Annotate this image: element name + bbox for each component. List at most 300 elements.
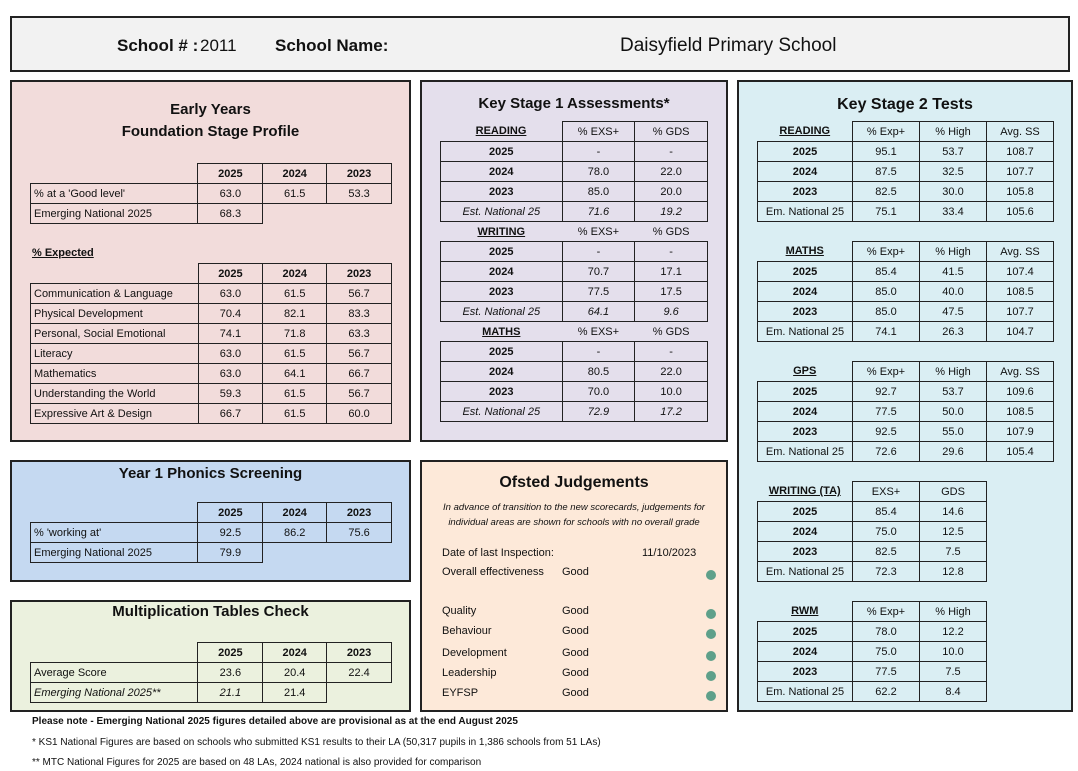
row-label: 2023 <box>441 382 563 402</box>
cell: 71.8 <box>263 324 327 344</box>
cell: 75.0 <box>853 522 920 542</box>
cell: 105.6 <box>987 202 1054 222</box>
cell: 33.4 <box>920 202 987 222</box>
section-name: READING <box>779 125 831 138</box>
table-row <box>441 282 708 302</box>
table-row <box>758 662 987 682</box>
table-row <box>758 442 1054 462</box>
footer-note-mtc: ** MTC National Figures for 2025 are based on 48 LAs, 2024 national is also provided for comparison <box>32 757 482 768</box>
column-header: Avg. SS <box>987 122 1054 142</box>
table-row <box>758 322 1054 342</box>
overall-effectiveness-value: Good <box>562 566 589 578</box>
cell: 20.0 <box>635 182 708 202</box>
ks2-section-table <box>757 361 1054 462</box>
column-header: % High <box>920 362 987 382</box>
row-label: 2024 <box>441 162 563 182</box>
cell: 72.9 <box>562 402 635 422</box>
cell: 12.8 <box>920 562 987 582</box>
table-row <box>758 382 1054 402</box>
cell: 26.3 <box>920 322 987 342</box>
table-row <box>758 522 987 542</box>
cell: 68.3 <box>198 204 263 224</box>
cell: 108.5 <box>987 282 1054 302</box>
row-label: 2023 <box>758 302 853 322</box>
school-number-label: School # : <box>117 36 199 55</box>
year-header: 2023 <box>327 643 392 663</box>
row-label: Em. National 25 <box>758 562 853 582</box>
table-row <box>758 182 1054 202</box>
table-row <box>758 202 1054 222</box>
table-row <box>758 562 987 582</box>
mtc-panel <box>10 600 411 712</box>
section-header-row <box>758 482 987 502</box>
cell: 107.7 <box>987 302 1054 322</box>
cell: 23.6 <box>198 663 263 683</box>
row-label: 2025 <box>758 262 853 282</box>
column-header: % Exp+ <box>853 242 920 262</box>
cell: 86.2 <box>263 523 327 543</box>
row-label: Physical Development <box>31 304 199 324</box>
table-row <box>441 402 708 422</box>
table-row <box>31 543 392 563</box>
cell: 62.2 <box>853 682 920 702</box>
inspection-date-row <box>442 547 716 565</box>
row-label: Emerging National 2025** <box>31 683 198 703</box>
ks2-section-table <box>757 121 1054 222</box>
section-name: WRITING <box>477 225 526 238</box>
row-label: Em. National 25 <box>758 322 853 342</box>
inspection-date: 11/10/2023 <box>642 547 697 559</box>
cell: - <box>635 142 708 162</box>
table-row <box>758 142 1054 162</box>
cell: 107.4 <box>987 262 1054 282</box>
cell: 40.0 <box>920 282 987 302</box>
footer-note-provisional: Please note - Emerging National 2025 figures detailed above are provisional as at the end August 2025 <box>32 716 518 727</box>
column-header: % GDS <box>635 322 708 342</box>
table-row <box>31 304 392 324</box>
section-name: MATHS <box>785 245 824 258</box>
column-header: % Exp+ <box>853 122 920 142</box>
cell: 22.0 <box>635 162 708 182</box>
cell: - <box>635 242 708 262</box>
cell: 85.4 <box>853 262 920 282</box>
table-row <box>758 542 987 562</box>
eyfs-panel <box>10 80 411 442</box>
cell: 61.5 <box>263 384 327 404</box>
column-header: % Exp+ <box>853 602 920 622</box>
good-status-icon <box>706 609 716 619</box>
cell: 63.0 <box>198 364 263 384</box>
table-row <box>31 364 392 384</box>
table-row <box>31 663 392 683</box>
area-label: EYFSP <box>442 687 479 699</box>
cell: 74.1 <box>853 322 920 342</box>
row-label: Em. National 25 <box>758 442 853 462</box>
cell: 75.6 <box>327 523 392 543</box>
row-label: 2024 <box>758 162 853 182</box>
cell: 80.5 <box>562 362 635 382</box>
table-row <box>758 282 1054 302</box>
column-header: Avg. SS <box>987 362 1054 382</box>
column-header: % EXS+ <box>562 222 635 242</box>
table-row <box>31 683 392 703</box>
school-name-label: School Name: <box>275 36 389 55</box>
cell: 108.5 <box>987 402 1054 422</box>
cell: 85.4 <box>853 502 920 522</box>
school-number: 2011 <box>200 36 237 55</box>
table-row <box>441 382 708 402</box>
table-row <box>31 324 392 344</box>
ofsted-title: Ofsted Judgements <box>499 474 649 491</box>
year-header: 2024 <box>263 164 327 184</box>
cell: - <box>562 242 635 262</box>
column-header: GDS <box>920 482 987 502</box>
table-row <box>441 142 708 162</box>
cell: 85.0 <box>853 302 920 322</box>
row-label: Average Score <box>31 663 198 683</box>
cell: 63.3 <box>327 324 392 344</box>
cell: 66.7 <box>198 404 263 424</box>
row-label: 2024 <box>758 642 853 662</box>
column-header: Avg. SS <box>987 242 1054 262</box>
eyfs-good-level-table <box>30 163 392 224</box>
cell: 61.5 <box>263 344 327 364</box>
section-name: WRITING (TA) <box>768 485 841 498</box>
cell: 8.4 <box>920 682 987 702</box>
row-label: 2024 <box>441 362 563 382</box>
table-row <box>441 302 708 322</box>
ks2-section-table <box>757 601 987 702</box>
row-label: 2025 <box>441 342 563 362</box>
row-label: Mathematics <box>31 364 199 384</box>
cell: 82.1 <box>263 304 327 324</box>
cell: 108.7 <box>987 142 1054 162</box>
cell: 78.0 <box>562 162 635 182</box>
cell: 82.5 <box>853 542 920 562</box>
ks2-section-table <box>757 481 987 582</box>
cell: 107.7 <box>987 162 1054 182</box>
cell: - <box>562 142 635 162</box>
table-row <box>758 422 1054 442</box>
overall-effectiveness-row <box>442 566 716 584</box>
phonics-title: Year 1 Phonics Screening <box>118 465 303 482</box>
cell: 72.6 <box>853 442 920 462</box>
phonics-panel <box>10 460 411 582</box>
row-label: 2025 <box>441 142 563 162</box>
cell: 53.3 <box>327 184 392 204</box>
year-header: 2025 <box>198 164 263 184</box>
year-header: 2024 <box>263 643 327 663</box>
cell: 63.0 <box>198 344 263 364</box>
cell: 53.7 <box>920 382 987 402</box>
cell: 60.0 <box>327 404 392 424</box>
cell: 10.0 <box>920 642 987 662</box>
cell: 20.4 <box>263 663 327 683</box>
footer-note-ks1: * KS1 National Figures are based on schools who submitted KS1 results to their LA (50,317 pupils in 1,386 schools from 51 LAs) <box>32 737 601 748</box>
good-status-icon <box>706 570 716 580</box>
row-label: Communication & Language <box>31 284 199 304</box>
cell: 92.5 <box>198 523 263 543</box>
cell: 17.1 <box>635 262 708 282</box>
cell: 61.5 <box>263 404 327 424</box>
cell: 56.7 <box>327 284 392 304</box>
year-header: 2025 <box>198 503 263 523</box>
cell: 95.1 <box>853 142 920 162</box>
section-header-row <box>758 122 1054 142</box>
column-header: % GDS <box>635 222 708 242</box>
cell: 85.0 <box>562 182 635 202</box>
column-header: % High <box>920 242 987 262</box>
row-label: 2024 <box>758 282 853 302</box>
section-header-row <box>758 362 1054 382</box>
table-row <box>758 642 987 662</box>
cell: - <box>562 342 635 362</box>
row-label: % at a 'Good level' <box>31 184 198 204</box>
cell: 53.7 <box>920 142 987 162</box>
ofsted-panel <box>420 460 728 712</box>
cell: 41.5 <box>920 262 987 282</box>
area-judgement: Good <box>562 605 589 617</box>
area-label: Quality <box>442 605 477 617</box>
table-row <box>441 362 708 382</box>
section-header-row <box>758 602 987 622</box>
year-header: 2024 <box>263 503 327 523</box>
column-header: % High <box>920 122 987 142</box>
cell: 104.7 <box>987 322 1054 342</box>
column-header: % EXS+ <box>562 122 635 142</box>
row-label: Emerging National 2025 <box>31 543 198 563</box>
cell: 82.5 <box>853 182 920 202</box>
cell: 19.2 <box>635 202 708 222</box>
ks1-title: Key Stage 1 Assessments* <box>478 95 670 112</box>
section-header-row <box>441 322 708 342</box>
column-header: % Exp+ <box>853 362 920 382</box>
row-label: Est. National 25 <box>441 202 563 222</box>
cell: 74.1 <box>198 324 263 344</box>
row-label: Est. National 25 <box>441 402 563 422</box>
cell: 22.4 <box>327 663 392 683</box>
cell: 79.9 <box>198 543 263 563</box>
cell: 7.5 <box>920 542 987 562</box>
row-label: 2023 <box>758 662 853 682</box>
table-row <box>758 262 1054 282</box>
table-row <box>758 302 1054 322</box>
cell: 72.3 <box>853 562 920 582</box>
ks2-title: Key Stage 2 Tests <box>837 96 973 113</box>
cell: 32.5 <box>920 162 987 182</box>
table-row <box>758 502 987 522</box>
table-row <box>758 402 1054 422</box>
cell: 47.5 <box>920 302 987 322</box>
cell: 87.5 <box>853 162 920 182</box>
good-status-icon <box>706 629 716 639</box>
row-label: 2025 <box>758 382 853 402</box>
section-header-row <box>441 222 708 242</box>
row-label: Emerging National 2025 <box>31 204 198 224</box>
section-name: READING <box>475 125 527 138</box>
ks1-panel <box>420 80 728 442</box>
ks1-table <box>440 121 708 422</box>
ofsted-area-row <box>442 667 716 685</box>
table-row <box>758 682 987 702</box>
cell: 10.0 <box>635 382 708 402</box>
table-row <box>758 622 987 642</box>
cell: 50.0 <box>920 402 987 422</box>
ofsted-area-row <box>442 605 716 623</box>
cell: 7.5 <box>920 662 987 682</box>
cell: 92.5 <box>853 422 920 442</box>
row-label: 2023 <box>758 182 853 202</box>
mtc-table <box>30 642 392 703</box>
cell: 105.4 <box>987 442 1054 462</box>
row-label: Literacy <box>31 344 199 364</box>
row-label: Personal, Social Emotional <box>31 324 199 344</box>
eyfs-title-1: Early Years <box>170 101 251 118</box>
cell: 75.0 <box>853 642 920 662</box>
cell: 63.0 <box>198 184 263 204</box>
cell: 59.3 <box>198 384 263 404</box>
area-label: Leadership <box>442 667 497 679</box>
cell: 56.7 <box>327 344 392 364</box>
cell: 29.6 <box>920 442 987 462</box>
table-row <box>31 204 392 224</box>
cell: 70.0 <box>562 382 635 402</box>
cell: 55.0 <box>920 422 987 442</box>
cell: 70.4 <box>198 304 263 324</box>
cell: 21.4 <box>263 683 327 703</box>
cell: 109.6 <box>987 382 1054 402</box>
cell: 77.5 <box>853 402 920 422</box>
cell: 64.1 <box>263 364 327 384</box>
eyfs-expected-table <box>30 263 392 424</box>
area-judgement: Good <box>562 647 589 659</box>
section-name: GPS <box>793 365 817 378</box>
table-row <box>31 404 392 424</box>
cell: 63.0 <box>198 284 263 304</box>
phonics-table <box>30 502 392 563</box>
column-header: % EXS+ <box>562 322 635 342</box>
row-label: 2025 <box>758 622 853 642</box>
cell: 85.0 <box>853 282 920 302</box>
row-label: 2025 <box>758 142 853 162</box>
table-row <box>31 184 392 204</box>
section-header-row <box>441 122 708 142</box>
row-label: Em. National 25 <box>758 682 853 702</box>
row-label: 2023 <box>441 282 563 302</box>
table-row <box>441 262 708 282</box>
cell: 78.0 <box>853 622 920 642</box>
cell: 22.0 <box>635 362 708 382</box>
cell: 71.6 <box>562 202 635 222</box>
cell: 75.1 <box>853 202 920 222</box>
cell: 83.3 <box>327 304 392 324</box>
ofsted-area-row <box>442 625 716 643</box>
inspection-date-label: Date of last Inspection: <box>442 547 554 559</box>
eyfs-title-2: Foundation Stage Profile <box>121 123 300 140</box>
table-row <box>31 344 392 364</box>
overall-effectiveness-label: Overall effectiveness <box>442 566 544 578</box>
row-label: 2024 <box>758 522 853 542</box>
table-row <box>441 202 708 222</box>
area-judgement: Good <box>562 667 589 679</box>
table-row <box>441 242 708 262</box>
school-header <box>10 16 1070 72</box>
area-judgement: Good <box>562 625 589 637</box>
good-status-icon <box>706 671 716 681</box>
row-label: Understanding the World <box>31 384 199 404</box>
area-judgement: Good <box>562 687 589 699</box>
row-label: % 'working at' <box>31 523 198 543</box>
year-header: 2023 <box>327 264 392 284</box>
year-header: 2024 <box>263 264 327 284</box>
cell: - <box>635 342 708 362</box>
row-label: 2025 <box>758 502 853 522</box>
row-label: Expressive Art & Design <box>31 404 199 424</box>
cell: 107.9 <box>987 422 1054 442</box>
table-row <box>758 162 1054 182</box>
mtc-title: Multiplication Tables Check <box>112 603 309 620</box>
cell: 70.7 <box>562 262 635 282</box>
column-header: % High <box>920 602 987 622</box>
cell: 17.5 <box>635 282 708 302</box>
cell: 14.6 <box>920 502 987 522</box>
column-header: % GDS <box>635 122 708 142</box>
cell: 12.2 <box>920 622 987 642</box>
year-header: 2023 <box>327 503 392 523</box>
year-header: 2023 <box>327 164 392 184</box>
cell: 21.1 <box>198 683 263 703</box>
row-label: Em. National 25 <box>758 202 853 222</box>
school-name: Daisyfield Primary School <box>620 35 837 56</box>
cell: 92.7 <box>853 382 920 402</box>
area-label: Behaviour <box>442 625 492 637</box>
table-row <box>441 342 708 362</box>
table-row <box>31 284 392 304</box>
ofsted-area-row <box>442 687 716 705</box>
table-row <box>441 182 708 202</box>
area-label: Development <box>442 647 507 659</box>
row-label: 2024 <box>758 402 853 422</box>
year-header: 2025 <box>198 643 263 663</box>
row-label: Est. National 25 <box>441 302 563 322</box>
cell: 9.6 <box>635 302 708 322</box>
ks2-section-table <box>757 241 1054 342</box>
cell: 64.1 <box>562 302 635 322</box>
column-header: EXS+ <box>853 482 920 502</box>
row-label: 2023 <box>758 542 853 562</box>
section-header-row <box>758 242 1054 262</box>
row-label: 2023 <box>441 182 563 202</box>
cell: 77.5 <box>853 662 920 682</box>
good-status-icon <box>706 651 716 661</box>
row-label: 2024 <box>441 262 563 282</box>
cell: 105.8 <box>987 182 1054 202</box>
expected-label: % Expected <box>32 247 94 259</box>
cell: 61.5 <box>263 284 327 304</box>
table-row <box>31 384 392 404</box>
cell: 66.7 <box>327 364 392 384</box>
ks2-panel <box>737 80 1073 712</box>
row-label: 2025 <box>441 242 563 262</box>
cell: 17.2 <box>635 402 708 422</box>
table-row <box>31 523 392 543</box>
good-status-icon <box>706 691 716 701</box>
ofsted-area-row <box>442 647 716 665</box>
cell: 77.5 <box>562 282 635 302</box>
cell: 12.5 <box>920 522 987 542</box>
cell: 61.5 <box>263 184 327 204</box>
cell: 56.7 <box>327 384 392 404</box>
